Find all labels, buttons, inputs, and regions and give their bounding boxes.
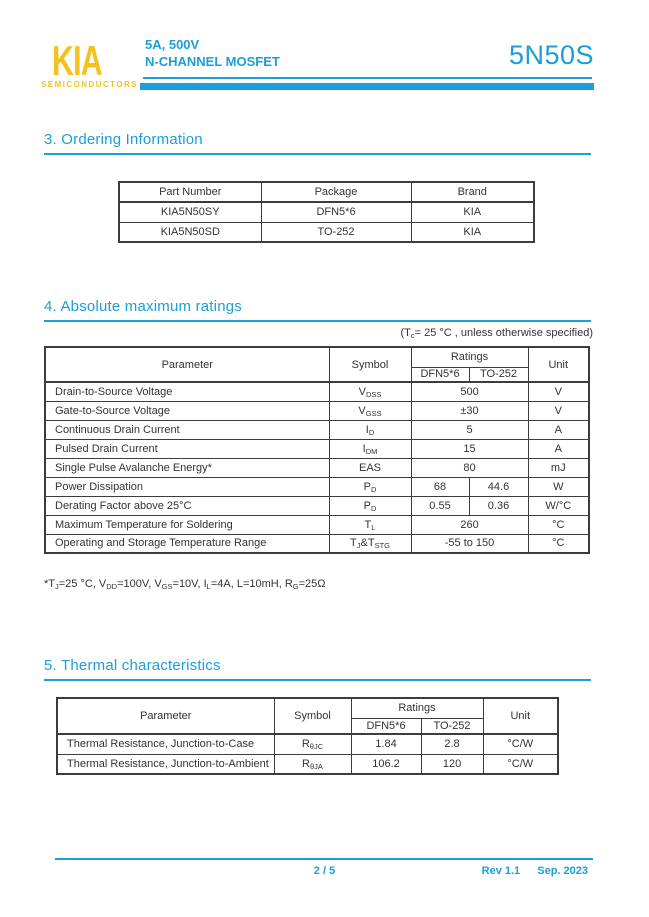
device-spec-summary (145, 36, 280, 70)
cell-rating: 5 (411, 420, 528, 439)
cell-rating-dfn: 106.2 (351, 754, 421, 774)
cell-parameter: Derating Factor above 25°C (45, 496, 329, 515)
page-title-part-number: 5N50S (508, 40, 594, 70)
cell-unit: W (528, 477, 589, 496)
col-header-to252: TO-252 (469, 367, 528, 382)
ordering-table (118, 181, 535, 243)
table-row (45, 401, 589, 420)
cell-rating: ±30 (411, 401, 528, 420)
table-row (119, 202, 534, 222)
revision-date: Sep. 2023 (537, 865, 588, 877)
table-row (45, 382, 589, 401)
section-title-thermal: 5. Thermal characteristics (44, 657, 221, 674)
spec-line-rating: 5A, 500V (145, 37, 200, 52)
brand-logo-subtext: SEMICONDUCTORS (41, 80, 139, 89)
revision-label: Rev 1.1 (481, 865, 521, 877)
spec-line-type: N-CHANNEL MOSFET (145, 54, 280, 69)
cell-rating: 80 (411, 458, 528, 477)
table-row (57, 754, 558, 774)
table-row (45, 477, 589, 496)
cell-parameter: Pulsed Drain Current (45, 439, 329, 458)
cell-package: DFN5*6 (261, 202, 411, 222)
col-header-parameter: Parameter (45, 347, 329, 382)
cell-parameter: Thermal Resistance, Junction-to-Case (57, 734, 274, 754)
table-row (57, 734, 558, 754)
col-header-parameter: Parameter (57, 698, 274, 734)
cell-rating-dfn: 68 (411, 477, 469, 496)
col-header-package: Package (261, 182, 411, 202)
cell-symbol: EAS (329, 458, 411, 477)
col-header-symbol: Symbol (274, 698, 351, 734)
cell-parameter: Gate-to-Source Voltage (45, 401, 329, 420)
cell-part-number: KIA5N50SY (119, 202, 261, 222)
cell-symbol: $P_D$ (329, 496, 411, 515)
table-row (45, 496, 589, 515)
section-title-abs-max: 4. Absolute maximum ratings (44, 298, 242, 315)
cell-parameter: Continuous Drain Current (45, 420, 329, 439)
col-header-ratings: Ratings (351, 698, 483, 718)
table-row (119, 222, 534, 242)
cell-symbol: $T_J\&T_{STG}$ (329, 534, 411, 553)
table-row (45, 534, 589, 553)
cell-brand: KIA (411, 202, 534, 222)
table-row (45, 420, 589, 439)
col-header-part-number: Part Number (119, 182, 261, 202)
ordering-header-row (119, 182, 534, 202)
cell-unit: °C (528, 515, 589, 534)
col-header-ratings: Ratings (411, 347, 528, 367)
col-header-brand: Brand (411, 182, 534, 202)
col-header-to252: TO-252 (421, 718, 483, 734)
cell-parameter: Maximum Temperature for Soldering (45, 515, 329, 534)
page-indicator: 2 / 5 (313, 865, 336, 877)
header-rule-thin (143, 77, 592, 79)
cell-package: TO-252 (261, 222, 411, 242)
table-row (45, 515, 589, 534)
cell-unit: mJ (528, 458, 589, 477)
cell-part-number: KIA5N50SD (119, 222, 261, 242)
cell-symbol: $V_{DSS}$ (329, 382, 411, 401)
condition-note: ($T_c= 25$ °C , unless otherwise specified) (400, 327, 593, 340)
section-underline-abs-max (44, 320, 591, 322)
section-underline-ordering (44, 153, 591, 155)
cell-symbol: $V_{GSS}$ (329, 401, 411, 420)
abs-max-header-row (45, 347, 589, 367)
cell-rating-to252: 120 (421, 754, 483, 774)
cell-unit: °C (528, 534, 589, 553)
section-underline-thermal (44, 679, 591, 681)
header-rule-thick (140, 83, 594, 90)
col-header-unit: Unit (483, 698, 558, 734)
thermal-header-row (57, 698, 558, 718)
cell-unit: A (528, 420, 589, 439)
cell-unit: W/°C (528, 496, 589, 515)
cell-rating-to252: 44.6 (469, 477, 528, 496)
abs-max-table (44, 346, 590, 554)
section-title-ordering: 3. Ordering Information (44, 131, 203, 148)
thermal-table (56, 697, 559, 775)
cell-rating: 15 (411, 439, 528, 458)
col-header-dfn: DFN5*6 (411, 367, 469, 382)
cell-parameter: Power Dissipation (45, 477, 329, 496)
footer-rule (55, 858, 593, 860)
cell-rating: 260 (411, 515, 528, 534)
cell-symbol: $T_L$ (329, 515, 411, 534)
cell-symbol: $P_D$ (329, 477, 411, 496)
cell-unit: V (528, 382, 589, 401)
cell-unit: A (528, 439, 589, 458)
cell-rating-dfn: 0.55 (411, 496, 469, 515)
cell-rating-dfn: 1.84 (351, 734, 421, 754)
cell-symbol: $I_D$ (329, 420, 411, 439)
cell-unit: V (528, 401, 589, 420)
cell-unit: °C/W (483, 754, 558, 774)
cell-parameter: Thermal Resistance, Junction-to-Ambient (57, 754, 274, 774)
cell-rating: 500 (411, 382, 528, 401)
table-row (45, 439, 589, 458)
cell-brand: KIA (411, 222, 534, 242)
cell-parameter: Single Pulse Avalanche Energy* (45, 458, 329, 477)
table-row (45, 458, 589, 477)
cell-unit: °C/W (483, 734, 558, 754)
revision-block (482, 865, 588, 877)
cell-symbol: $I_{DM}$ (329, 439, 411, 458)
cell-symbol: $R_{\theta JC}$ (274, 734, 351, 754)
cell-parameter: Drain-to-Source Voltage (45, 382, 329, 401)
cell-rating-to252: 2.8 (421, 734, 483, 754)
brand-logo: KIA (52, 37, 102, 84)
cell-symbol: $R_{\theta JA}$ (274, 754, 351, 774)
test-conditions-footnote: $*T_J=25$ °C, $V_{DD}=100V$, $V_{GS}=10V$, $I_L=4A$, L=10mH, $R_G=25\Omega$ (44, 578, 326, 591)
cell-rating-to252: 0.36 (469, 496, 528, 515)
col-header-dfn: DFN5*6 (351, 718, 421, 734)
cell-rating: -55 to 150 (411, 534, 528, 553)
col-header-unit: Unit (528, 347, 589, 382)
col-header-symbol: Symbol (329, 347, 411, 382)
cell-parameter: Operating and Storage Temperature Range (45, 534, 329, 553)
